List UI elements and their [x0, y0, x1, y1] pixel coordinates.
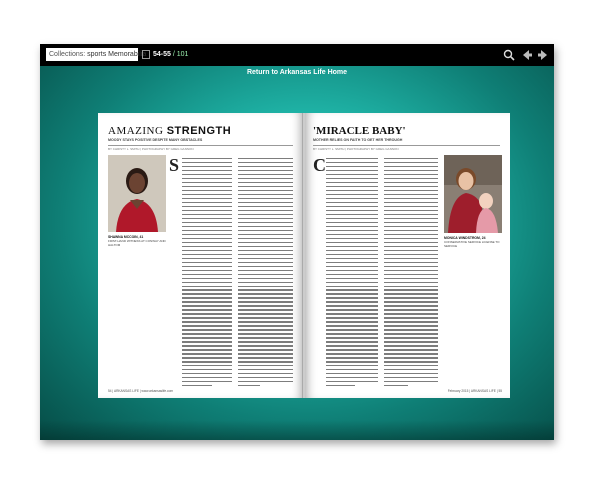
- right-page-byline: BY CHRISTY L. SMITH | PHOTOGRAPHY BY GREG GANNON: [313, 147, 399, 151]
- magazine-spread[interactable]: [98, 113, 510, 398]
- left-folio: 54 | ARKANSAS LIFE | www.arkansaslife.com: [108, 389, 174, 393]
- total-pages: / 101: [172, 51, 189, 58]
- search-icon[interactable]: [502, 48, 516, 62]
- left-portrait-photo: [108, 155, 166, 232]
- right-text-column-1: [326, 158, 378, 389]
- toolbar: [40, 44, 554, 66]
- left-title-light: AMAZING: [108, 125, 167, 137]
- left-title-bold: STRENGTH: [166, 125, 232, 137]
- right-page[interactable]: [305, 113, 510, 398]
- next-arrow-icon[interactable]: [536, 48, 550, 62]
- right-divider: [313, 145, 500, 146]
- right-page-title: 'MIRACLE BABY': [313, 125, 406, 137]
- flipbook-viewer: [40, 44, 554, 440]
- right-page-deck: MOTHER RELIES ON FAITH TO GET HER THROUGH: [313, 138, 403, 142]
- left-text-column-2: [238, 158, 293, 389]
- right-text-column-2: [384, 158, 438, 389]
- right-folio: February 2015 | ARKANSAS LIFE | 55: [447, 389, 502, 393]
- return-home-link[interactable]: Return to Arkansas Life Home: [246, 69, 348, 76]
- left-page-title: [108, 125, 231, 137]
- collections-dropdown[interactable]: [46, 48, 147, 61]
- viewer-bottom-shade: [40, 420, 554, 440]
- right-caption-text: CONSERVATIVE SERVICE LICENSE TO SERVICE: [444, 240, 500, 248]
- right-portrait-photo: [444, 155, 502, 233]
- left-page[interactable]: [98, 113, 303, 398]
- right-caption-name: MONICA WINDSTROM, 24: [444, 236, 486, 240]
- left-page-deck: MOODY STAYS POSITIVE DESPITE MANY OBSTACLES: [108, 138, 203, 142]
- collections-value: sports Memorabilia: [87, 51, 147, 58]
- left-caption-text: FIRST-HAND WITNESS AT CONWAY AND HALTOM: [108, 239, 166, 247]
- left-dropcap: S: [169, 155, 180, 175]
- left-caption-name: SHAWNA MCCOIN, 41: [108, 235, 144, 239]
- left-page-byline: BY CHRISTY L. SMITH | PHOTOGRAPHY BY GREG GANNON: [108, 147, 194, 151]
- left-divider: [108, 145, 293, 146]
- left-text-column-1: [182, 158, 232, 389]
- collections-prefix: Collections:: [49, 51, 86, 58]
- current-page: 54-55: [153, 51, 171, 58]
- prev-arrow-icon[interactable]: [520, 48, 534, 62]
- right-dropcap: C: [313, 155, 326, 175]
- page-icon: [142, 50, 150, 59]
- page-indicator[interactable]: [142, 49, 190, 61]
